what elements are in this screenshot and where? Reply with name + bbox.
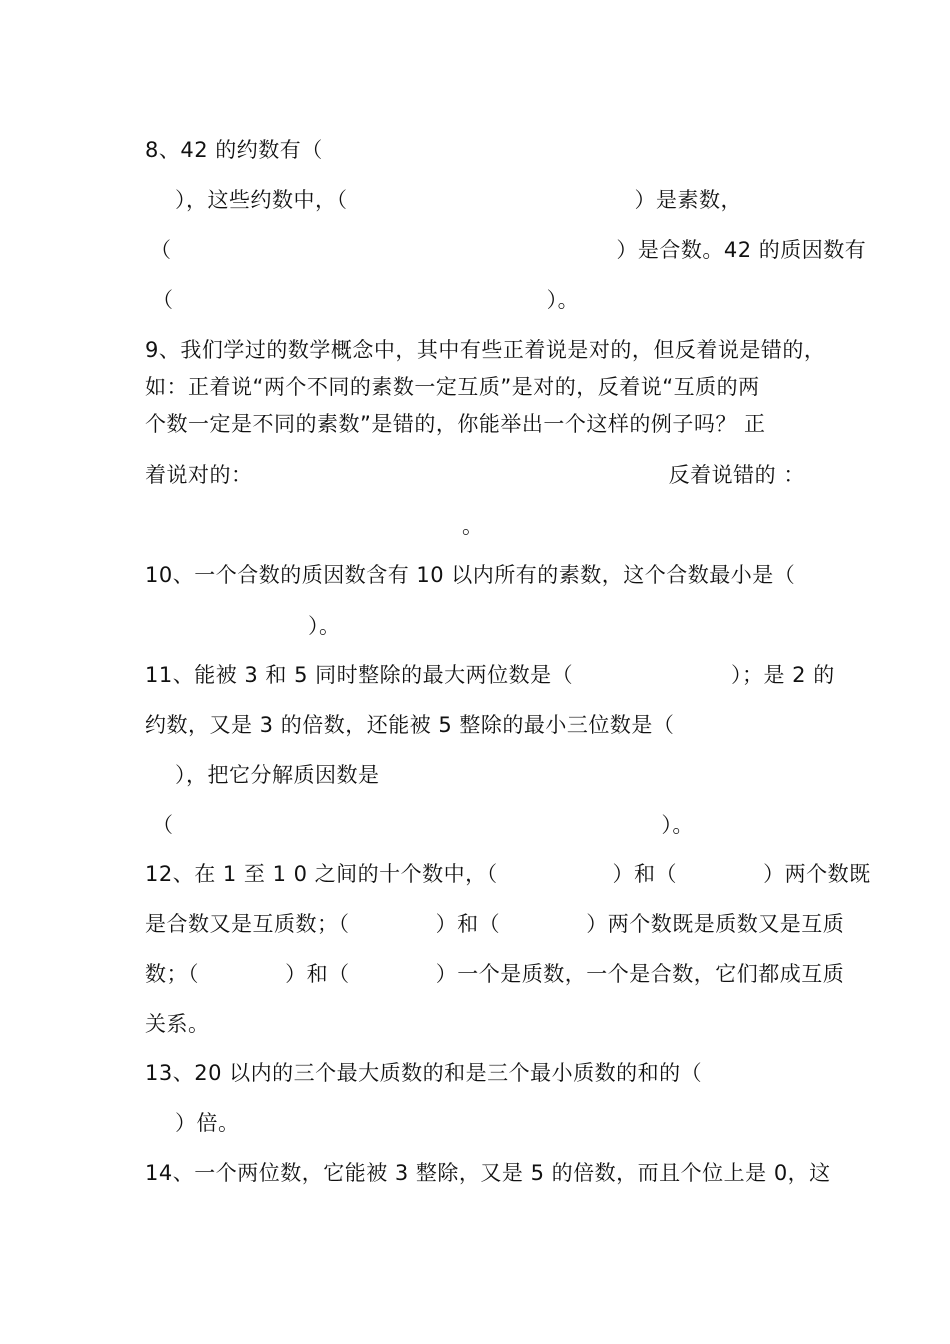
q12-line-2: 是合数又是互质数；（ ）和（ ）两个数既是质数又是互质 xyxy=(145,912,845,936)
q13-line-1: 13、20 以内的三个最大质数的和是三个最小质数的和的（ xyxy=(145,1061,703,1085)
q10-line-2: ）。 xyxy=(308,614,341,638)
q14-line-1: 14、一个两位数，它能被 3 整除，又是 5 的倍数，而且个位上是 0，这 xyxy=(145,1161,831,1185)
q8-line-2: ），这些约数中，（ ）是素数， xyxy=(175,188,743,212)
q11-line-1: 11、能被 3 和 5 同时整除的最大两位数是（ ）；是 2 的 xyxy=(145,663,835,687)
q9-line-3: 个数一定是不同的素数”是错的，你能举出一个这样的例子吗？ 正 xyxy=(145,412,766,436)
q8-line-3: （ ）是合数。42 的质因数有 xyxy=(150,238,867,262)
q9-line-1: 9、我们学过的数学概念中，其中有些正着说是对的，但反着说是错的， xyxy=(145,338,826,362)
q8-line-1: 8、42 的约数有（ xyxy=(145,138,323,162)
q12-line-4: 关系。 xyxy=(145,1012,210,1036)
q9-line-4: 着说对的： 反着说错的 ： xyxy=(145,463,805,487)
q11-line-2: 约数，又是 3 的倍数，还能被 5 整除的最小三位数是（ xyxy=(145,713,675,737)
q12-line-1: 12、在 1 至 1 0 之间的十个数中，（ ）和（ ）两个数既 xyxy=(145,862,871,886)
q13-line-2: ）倍。 xyxy=(175,1111,240,1135)
q10-line-1: 10、一个合数的质因数含有 10 以内所有的素数，这个合数最小是（ xyxy=(145,563,796,587)
q11-line-3: ），把它分解质因数是 xyxy=(175,763,380,787)
q8-line-4: （ ）。 xyxy=(152,288,580,312)
q11-line-4: （ ）。 xyxy=(152,813,694,837)
q9-line-2: 如：正着说“两个不同的素数一定互质”是对的，反着说“互质的两 xyxy=(145,375,760,399)
q12-line-3: 数；（ ）和（ ）一个是质数，一个是合数，它们都成互质 xyxy=(145,962,845,986)
q9-line-5: 。 xyxy=(462,514,484,538)
